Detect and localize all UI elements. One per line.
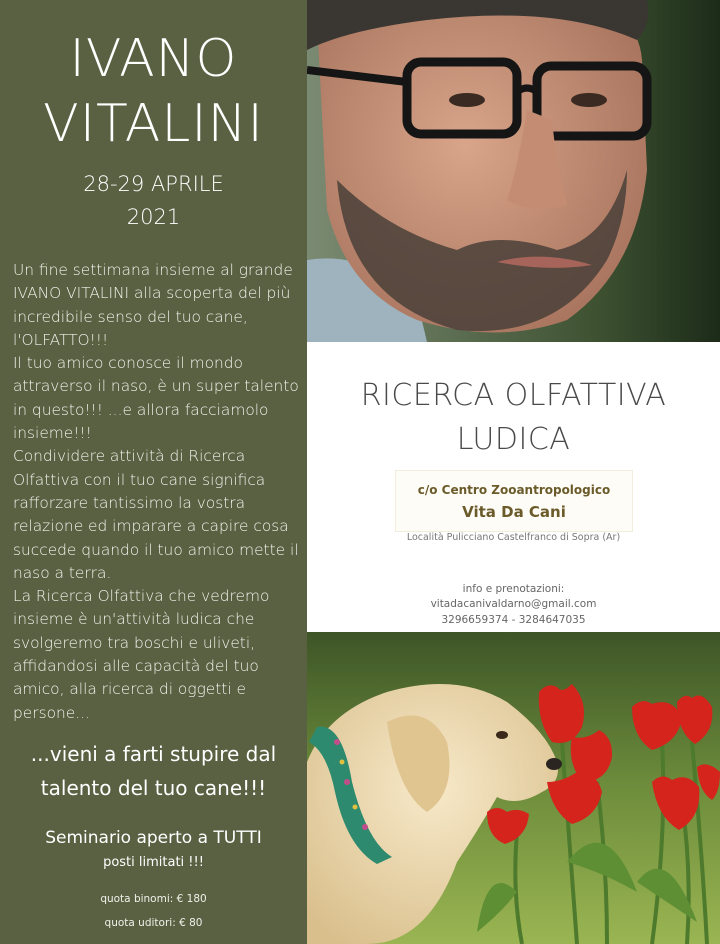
puppy-illustration <box>307 632 720 944</box>
title-line1: RICERCA OLFATTIVA <box>360 378 667 413</box>
portrait-photo <box>307 0 720 342</box>
paragraph: Un fine settimana insieme al grande IVANO VITALINI alla scoperta del più incredibile senso del tuo cane, l'OLFATTO!!! <box>13 261 293 349</box>
quota-uditori: quota uditori: € 80 <box>104 917 203 929</box>
event-info-section <box>307 342 720 632</box>
left-panel <box>0 0 307 944</box>
paragraph: La Ricerca Olfattiva che vedremo insieme è un'attività ludica che svolgeremo tra boschi e uliveti, affidandosi alle capacità del tuo amico, alla ricerca di oggetti e persone... <box>13 587 270 722</box>
venue-location: Località Pulicciano Castelfranco di Sopra (Ar) <box>406 532 621 543</box>
date-line1: 28-29 APRILE <box>83 172 224 196</box>
call-to-action <box>0 737 307 805</box>
venue-line1: c/o Centro Zooantropologico <box>417 483 611 497</box>
cta-line2: talento del tuo cane!!! <box>40 776 267 800</box>
limited-seats: posti limitati !!! <box>103 855 204 870</box>
name-line2: VITALINI <box>43 94 264 154</box>
title-line2: LUDICA <box>456 422 571 457</box>
date-line2: 2021 <box>126 205 181 229</box>
quota-binomi: quota binomi: € 180 <box>100 893 207 905</box>
puppy-photo <box>307 632 720 944</box>
venue-line2: Vita Da Cani <box>462 503 566 521</box>
portrait-illustration <box>307 0 720 342</box>
paragraph: Il tuo amico conosce il mondo attraverso il naso, è un super talento in questo!!! ...e allora facciamolo insieme!!! <box>13 354 299 443</box>
contact-email: vitadacanivaldarno@gmail.com <box>430 598 597 610</box>
paragraph: Condividere attività di Ricerca Olfattiva con il tuo cane significa rafforzare tantissimo la vostra relazione ed imparare a capire cosa succede quando il tuo amico mette il naso a terra. <box>13 447 299 582</box>
description <box>13 259 305 725</box>
contact-phones: 3296659374 - 3284647035 <box>441 614 586 626</box>
venue-logo <box>395 470 633 532</box>
info-label: info e prenotazioni: <box>462 583 565 595</box>
name-line1: IVANO <box>69 29 238 89</box>
cta-line1: ...vieni a farti stupire dal <box>30 742 277 766</box>
seminar-label: Seminario aperto a TUTTI <box>45 828 262 848</box>
